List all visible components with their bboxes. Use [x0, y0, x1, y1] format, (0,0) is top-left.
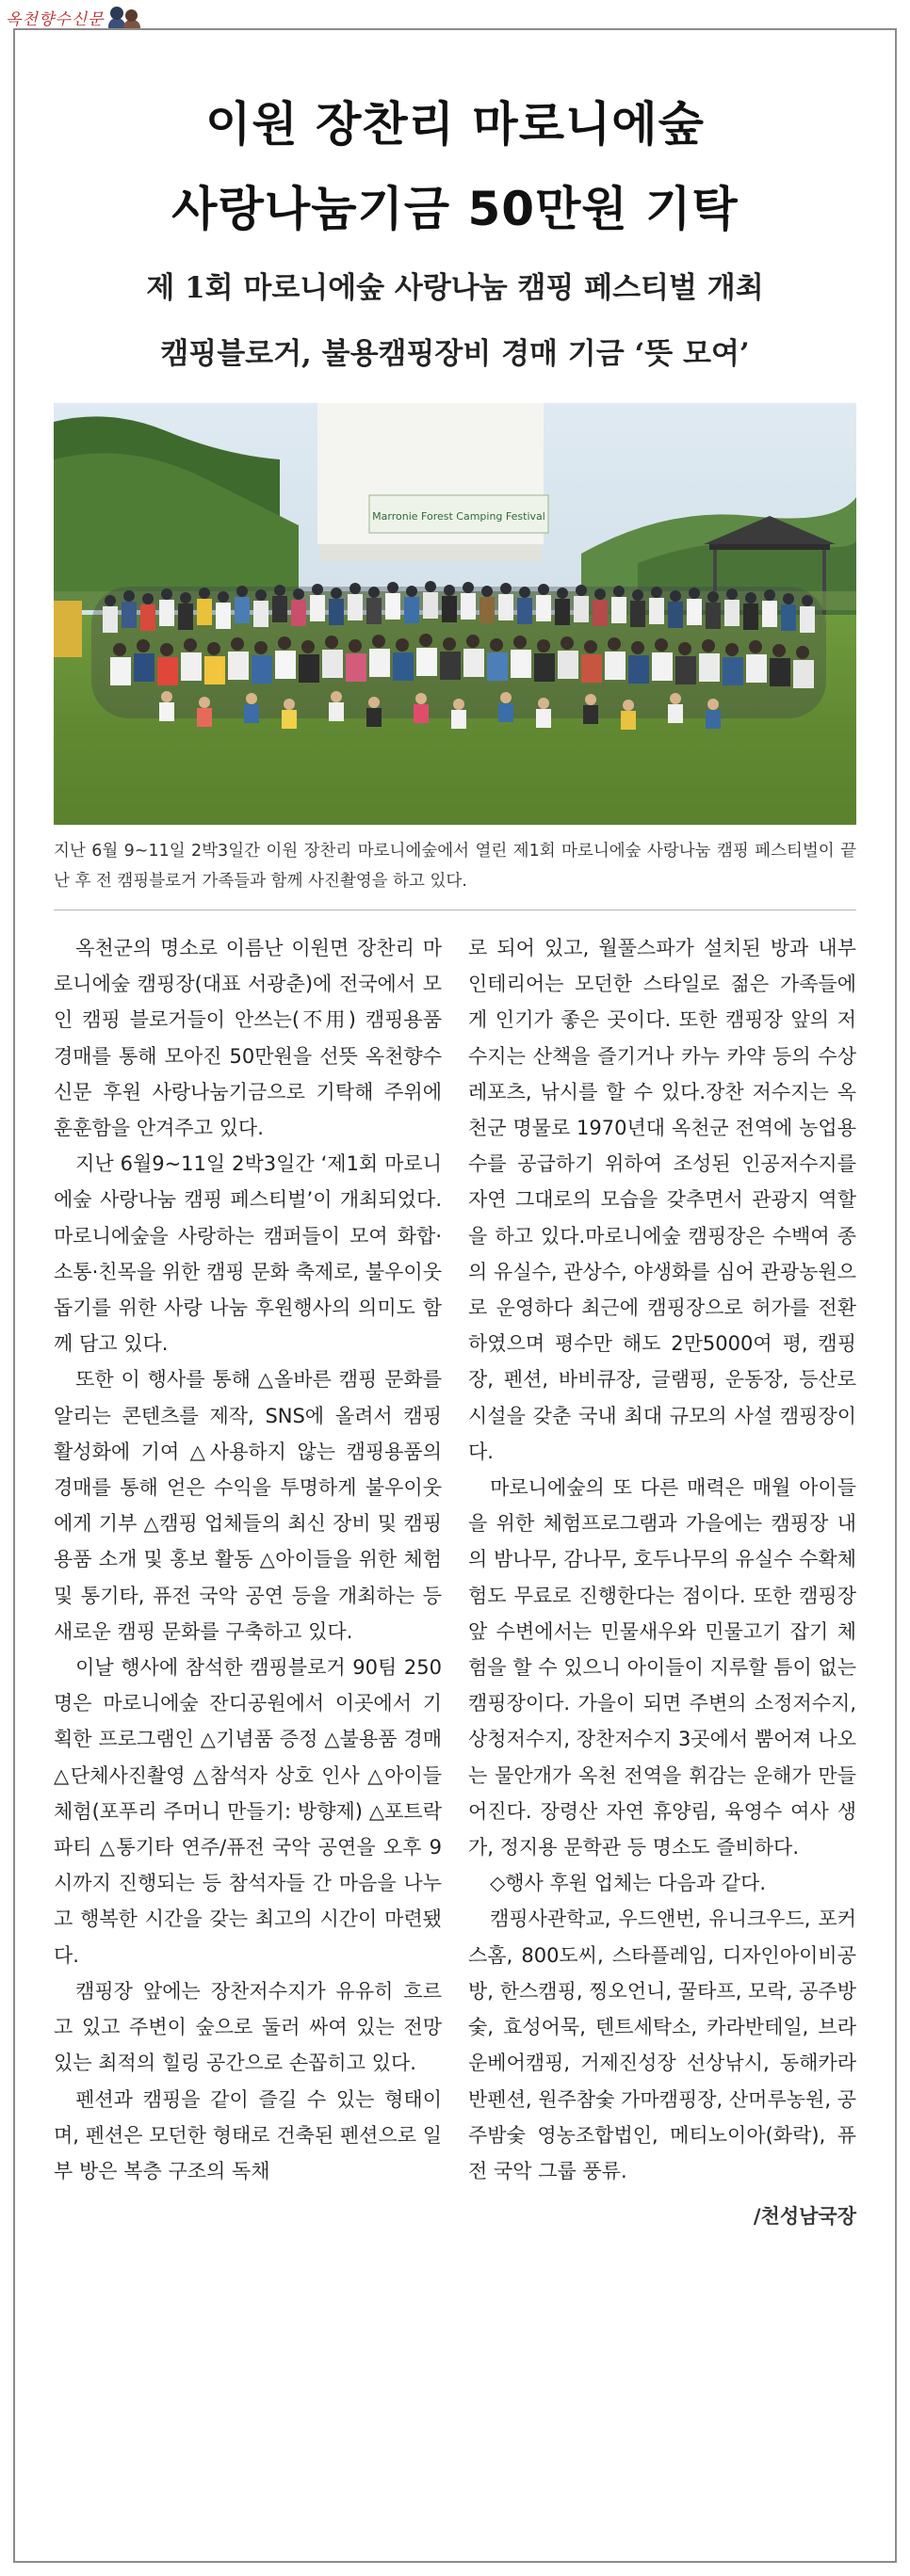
- paragraph: 캠핑장 앞에는 장찬저수지가 유유히 흐르고 있고 주변이 숲으로 둘러 싸여 있는 전망 있는 최적의 힐링 공간으로 손꼽히고 있다.: [54, 1979, 442, 2075]
- paragraph: ◇행사 후원 업체는 다음과 같다.: [490, 1872, 767, 1895]
- byline: /천성남국장: [753, 2205, 856, 2229]
- headline-line-1: 이원 장찬리 마로니에숲: [205, 97, 705, 152]
- newspaper-logo: [6, 4, 146, 30]
- paragraph: 옥천군의 명소로 이름난 이원면 장찬리 마로니에숲 캠핑장(대표 서광춘)에 전국에서 모인 캠핑 블로거들이 안쓰는(不用) 캠핑용품 경매를 통해 모아진 50만원을 선뜻 옥천향수신문 후원 사랑나눔기금으로 기탁해 주위에 훈훈함을 안겨주고 있다.: [54, 937, 442, 1140]
- paragraph: 또한 이 행사를 통해 △올바른 캠핑 문화를 알리는 콘텐츠를 제작, SNS에 올려서 캠핑 활성화에 기여 △사용하지 않는 캠핑용품의 경매를 통해 얻은 수익을 투명하게 불우이웃에게 기부 △캠핑 업체들의 최신 장비 및 캠핑 용품 소개 및 홍보 활동 △아이들을 위한 체험 및 통기타, 퓨전 국악 공연 등을 개최하는 등 새로운 캠핑 문화를 구축하고 있다.: [54, 1368, 442, 1643]
- logo-people-icon: [108, 5, 146, 29]
- paragraph: 마로니에숲의 또 다른 매력은 매월 아이들을 위한 체험프로그램과 가을에는 캠핑장 내의 밤나무, 감나무, 호두나무의 유실수 수확체험도 무료로 진행한다는 점이다. 또한 캠핑장 앞 수변에서는 민물새우와 민물고기 잡기 체험을 할 수 있으니 아이들이 지루할 틈이 없는 캠핑장이다. 가을이 되면 주변의 소정저수지, 상청저수지, 장찬저수지 3곳에서 뿜어져 나오는 물안개가 옥천 전역을 휘감는 운해가 만들어진다. 장령산 자연 휴양림, 육영수 여사 생가, 정지용 문학관 등 명소도 즐비하다.: [468, 1476, 856, 1860]
- paragraph-continued: 로 되어 있고, 월풀스파가 설치된 방과 내부 인테리어는 모던한 스타일로 젊은 가족들에게 인기가 좋은 곳이다. 또한 캠핑장 앞의 저수지는 산책을 즐기거나 카누 카약 등의 수상레포츠, 낚시를 할 수 있다.장찬 저수지는 옥천군 명물로 1970년대 옥천군 전역에 농업용수를 공급하기 위하여 조성된 인공저수지를 자연 그대로의 모습을 갖추면서 관광지 역할을 하고 있다.마로니에숲 캠핑장은 수백여 종의 유실수, 관상수, 야생화를 심어 관광농원으로 운영하다 최근에 캠핑장으로 허가를 전환하였으며 평수만 해도 2만5000여 평, 캠핑장, 펜션, 바비큐장, 글램핑, 운동장, 등산로 시설을 갖춘 국내 최대 규모의 사설 캠핑장이다.: [468, 937, 856, 1463]
- paragraph: 이날 행사에 참석한 캠핑블로거 90팀 250명은 마로니에숲 잔디공원에서 이곳에서 기획한 프로그램인 △기념품 증정 △불용품 경매 △단체사진촬영 △참석자 상호 인사 △아이들 체험(포푸리 주머니 만들기: 방향제) △포트락 파티 △통기타 연주/퓨전 국악 공연을 오후 9시까지 진행되는 등 참석자들 간 마음을 나누고 행복한 시간을 갖는 최고의 시간이 마련됐다.: [54, 1656, 442, 1967]
- paragraph: 지난 6월9~11일 2박3일간 ‘제1회 마로니에숲 사랑나눔 캠핑 페스티벌’이 개최되었다. 마로니에숲을 사랑하는 캠퍼들이 모여 화합·소통·친목을 위한 캠핑 문화 축제로, 불우이웃 돕기를 위한 사랑 나눔 후원행사의 의미도 함께 담고 있다.: [54, 1152, 442, 1356]
- article-column-right: [468, 930, 856, 2234]
- subheadline-line-1: 제 1회 마로니에숲 사랑나눔 캠핑 페스티벌 개최: [146, 271, 764, 305]
- paragraph: 캠핑사관학교, 우드앤번, 유니크우드, 포커스홈, 800도씨, 스타플레임, 디자인아이비공방, 한스캠핑, 찡오언니, 꿀타프, 모락, 공주방숯, 효성어묵, 텐트세탁소, 카라반테일, 브라운베어캠핑, 거제진성장 선상낚시, 동해카라반펜션, 원주참숯 가마캠핑장, 산머루농원, 공주밤숯 영농조합법인, 메티노이아(화락), 퓨전 국악 그룹 풍류.: [468, 1908, 856, 2182]
- headline-line-2: 사랑나눔기금 50만원 기탁: [171, 182, 739, 236]
- paragraph: 펜션과 캠핑을 같이 즐길 수 있는 형태이며, 펜션은 모던한 형태로 건축된 펜션으로 일부 방은 복층 구조의 독채: [54, 2087, 442, 2182]
- logo-text: 옥천향수신문: [6, 9, 105, 29]
- photo-caption: 지난 6월 9~11일 2박3일간 이원 장찬리 마로니에숲에서 열린 제1회 마로니에숲 사랑나눔 캠핑 페스티벌이 끝난 후 전 캠핑블로거 가족들과 함께 사진촬영을 하고 있다.: [54, 842, 856, 891]
- subheadline-line-2: 캠핑블로거, 불용캠핑장비 경매 기금 ‘뜻 모여’: [160, 337, 750, 371]
- banner-text: Marronie Forest Camping Festival: [372, 510, 545, 523]
- article-column-left: [54, 930, 442, 2189]
- group-photo: [54, 403, 856, 825]
